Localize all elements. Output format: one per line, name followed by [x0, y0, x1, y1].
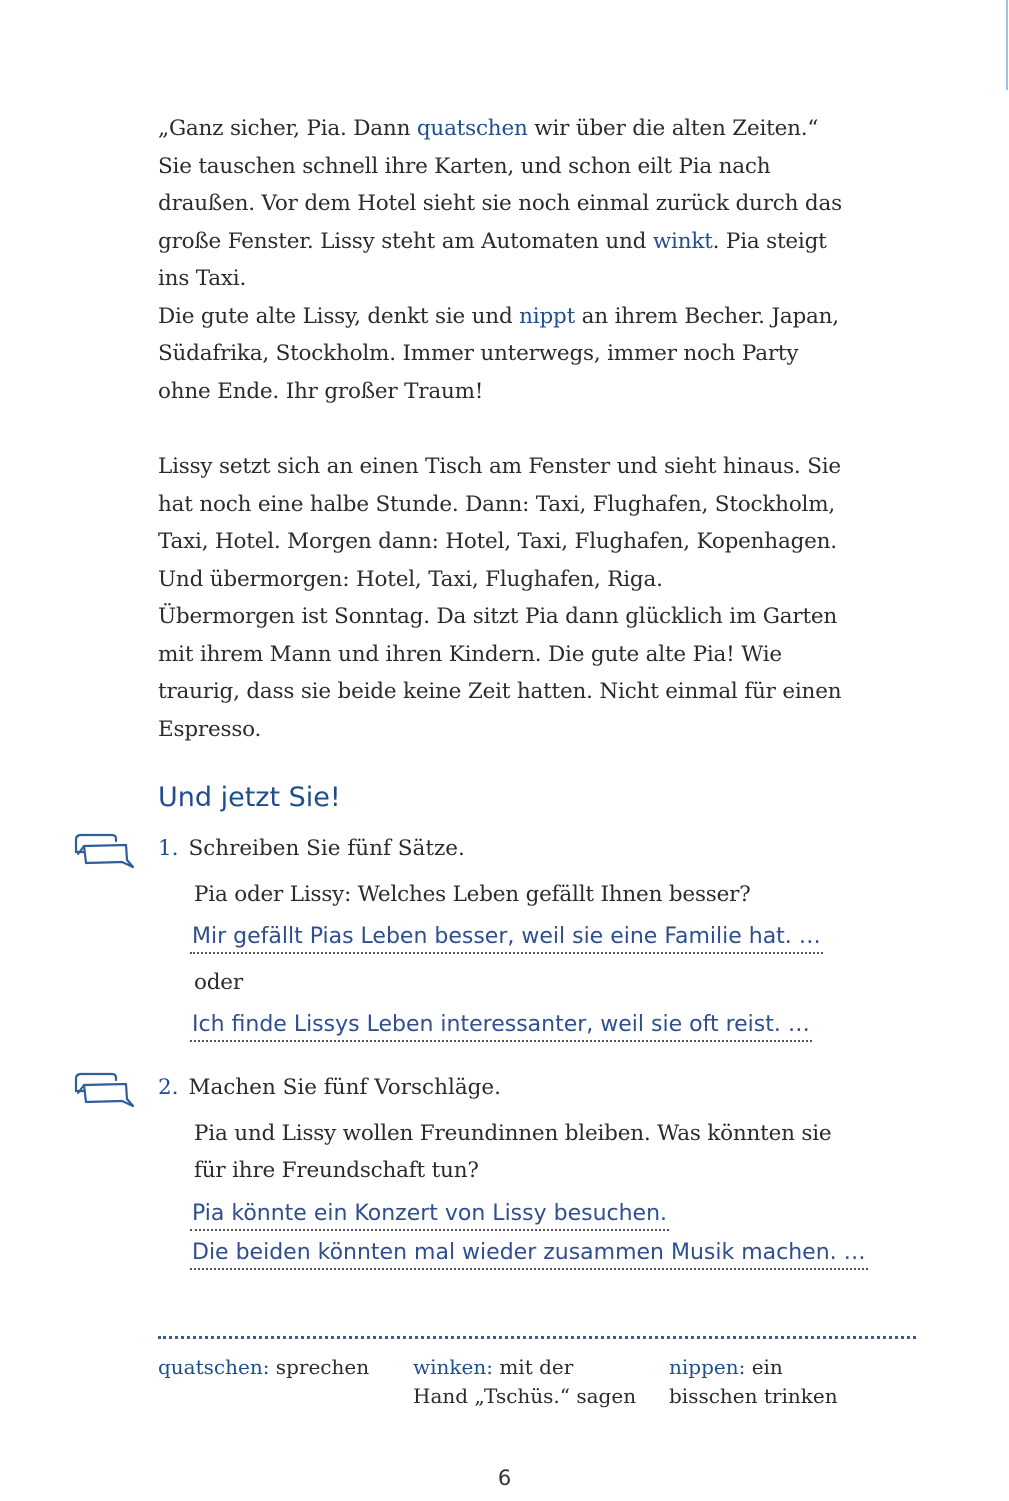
task-2-title: 2. Machen Sie fünf Vorschläge. — [158, 1075, 501, 1100]
story-line: Die gute alte Lissy, denkt sie und nippt an ihrem Becher. Japan, — [158, 303, 839, 329]
page-edge-marker — [1006, 0, 1008, 90]
task-2-prompt-line-2: für ihre Freundschaft tun? — [194, 1158, 479, 1183]
task-1-example-answer-2: Ich finde Lissys Leben interessanter, weil sie oft reist. … — [190, 1010, 812, 1042]
task-1-example-answer-1: Mir gefällt Pias Leben besser, weil sie eine Familie hat. … — [190, 922, 823, 954]
story-line: Sie tauschen schnell ihre Karten, und schon eilt Pia nach — [158, 153, 771, 179]
task-1-prompt: Pia oder Lissy: Welches Leben gefällt Ihnen besser? — [194, 882, 751, 907]
vocab-quatschen: quatschen — [416, 116, 528, 141]
vocab-nippt: nippt — [519, 303, 576, 329]
task-1-connector: oder — [194, 970, 243, 995]
task-2-prompt-line-1: Pia und Lissy wollen Freundinnen bleiben. Was könnten sie — [194, 1121, 832, 1146]
story-line: mit ihrem Mann und ihren Kindern. Die gute alte Pia! Wie — [158, 641, 782, 667]
story-line: „Ganz sicher, Pia. Dann quatschen wir über die alten Zeiten.“ — [158, 116, 819, 141]
story-line: Lissy setzt sich an einen Tisch am Fenster und sieht hinaus. Sie — [158, 454, 841, 479]
story-line: hat noch eine halbe Stunde. Dann: Taxi, Flughafen, Stockholm, — [158, 491, 836, 517]
story-line: große Fenster. Lissy steht am Automaten und winkt. Pia steigt — [158, 228, 827, 254]
story-line: Und übermorgen: Hotel, Taxi, Flughafen, Riga. — [158, 566, 663, 592]
task-2-example-answer-2: Die beiden könnten mal wieder zusammen Musik machen. … — [190, 1238, 868, 1270]
glossary-entry-quatschen: quatschen: sprechen — [158, 1355, 370, 1379]
story-line: Espresso. — [158, 716, 262, 742]
speech-bubbles-icon — [72, 1071, 136, 1109]
vocab-winkt: winkt — [652, 228, 713, 254]
speech-bubbles-icon — [72, 832, 136, 870]
glossary-entry-nippen: nippen: ein bisschen trinken — [669, 1355, 838, 1408]
story-line: Taxi, Hotel. Morgen dann: Hotel, Taxi, Flughafen, Kopenhagen. — [158, 529, 837, 554]
story-paragraph-1 — [158, 110, 898, 410]
glossary-entry-winken: winken: mit der Hand „Tschüs.“ sagen — [413, 1355, 637, 1408]
story-line: traurig, dass sie beide keine Zeit hatten. Nicht einmal für einen — [158, 679, 842, 704]
story-paragraph-2 — [158, 448, 898, 748]
page-number: 6 — [497, 1466, 512, 1490]
story-line: Südafrika, Stockholm. Immer unterwegs, immer noch Party — [158, 341, 799, 366]
glossary-divider — [158, 1336, 916, 1339]
story-line: ohne Ende. Ihr großer Traum! — [158, 378, 484, 404]
story-line: draußen. Vor dem Hotel sieht sie noch einmal zurück durch das — [158, 191, 842, 216]
task-2-example-answer-1: Pia könnte ein Konzert von Lissy besuchen. — [190, 1199, 669, 1231]
story-line: ins Taxi. — [158, 266, 247, 291]
section-heading: Und jetzt Sie! — [158, 782, 341, 813]
story-line: Übermorgen ist Sonntag. Da sitzt Pia dann glücklich im Garten — [158, 604, 838, 629]
task-1-title: 1. Schreiben Sie fünf Sätze. — [158, 836, 465, 861]
